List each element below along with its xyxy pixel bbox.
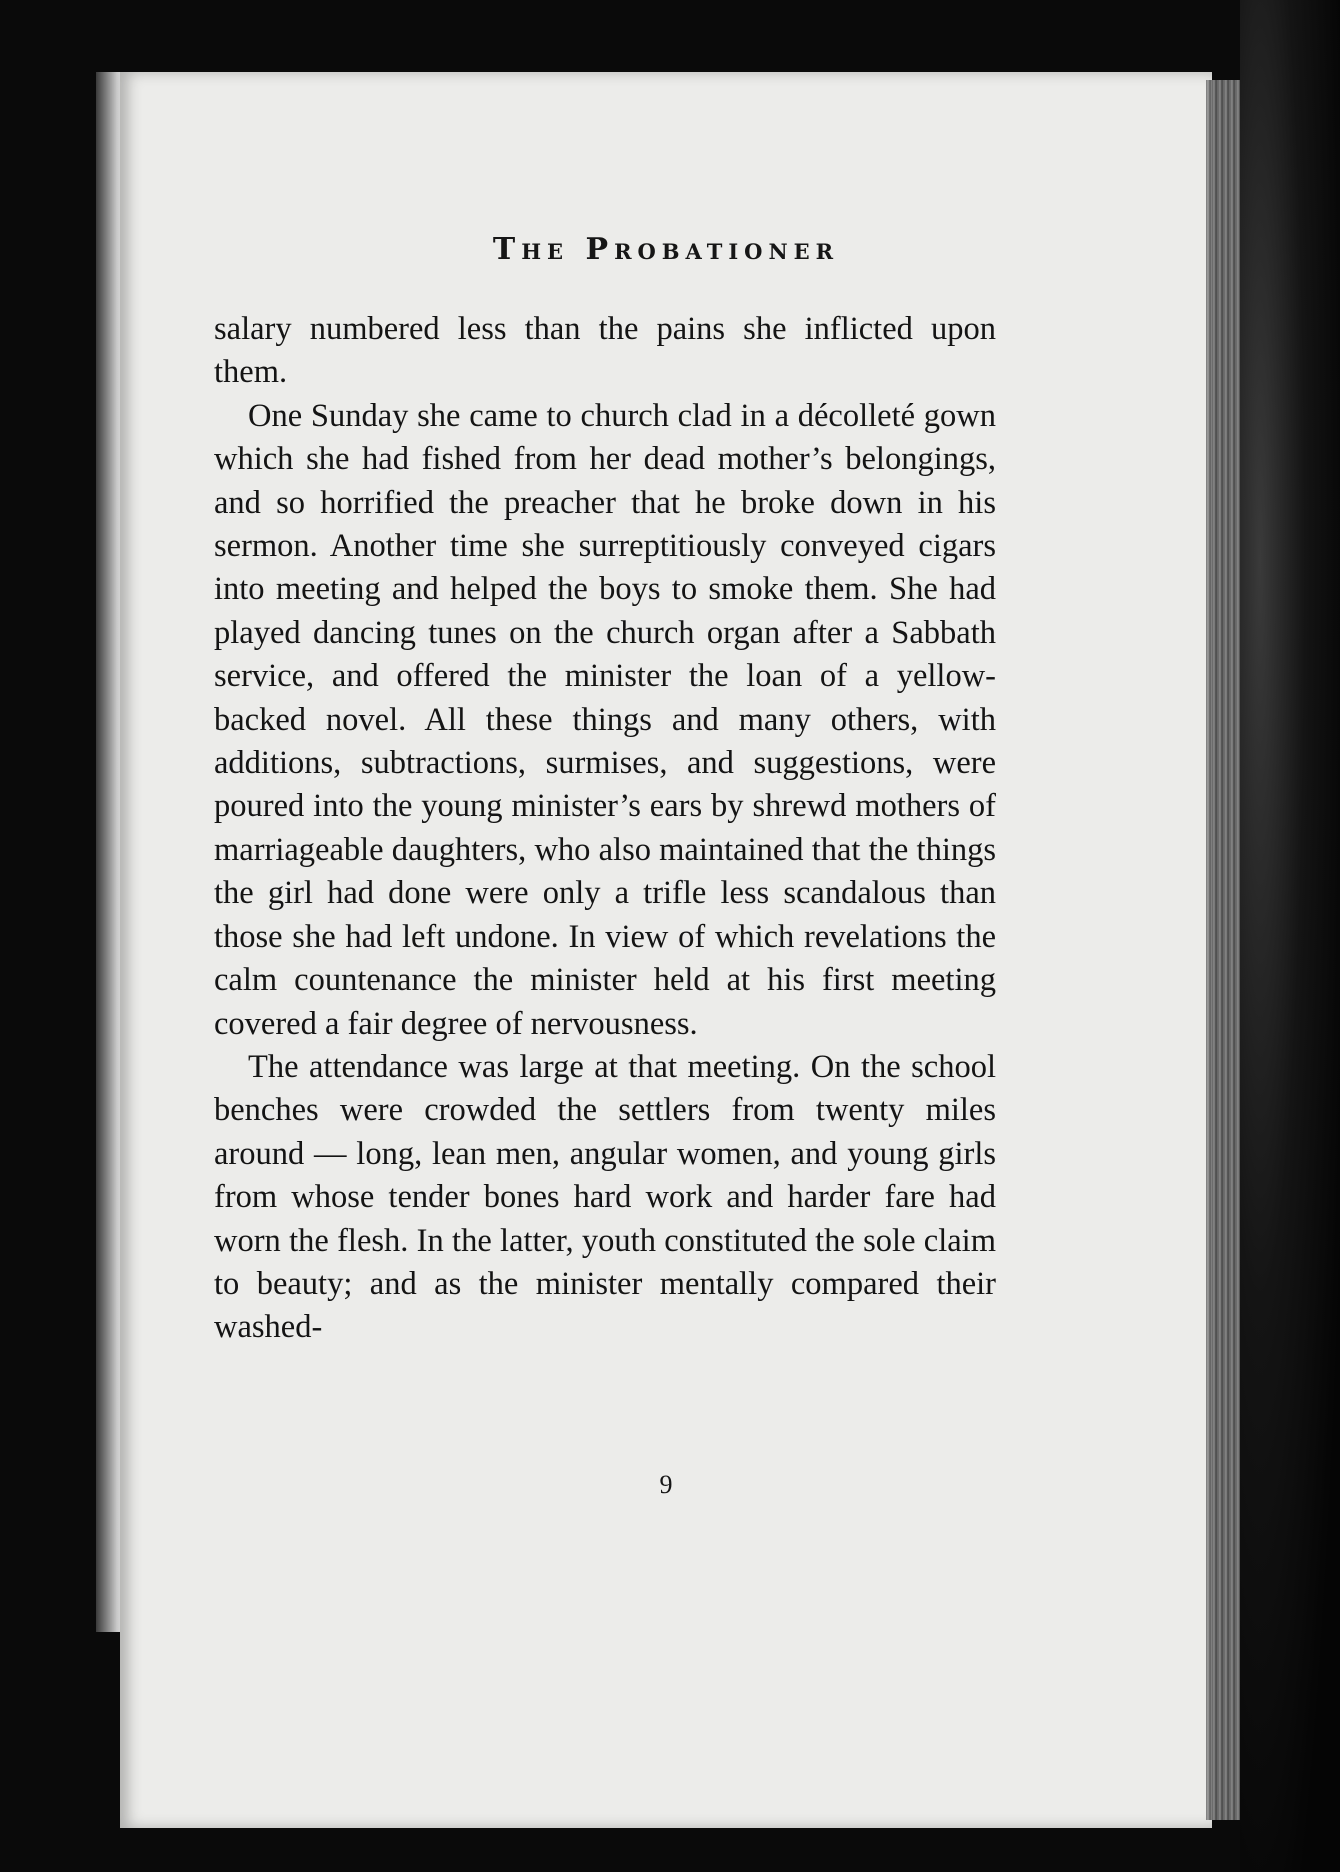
page-edge-stack: [1206, 80, 1240, 1820]
running-head: The Probationer: [492, 232, 840, 267]
page-number: 9: [659, 1470, 673, 1499]
body-text: [214, 308, 996, 1350]
paragraph: One Sunday she came to church clad in a décolleté gown which she had fished from her dead mother’s belongings, and so horrified the preacher that he broke down in his sermon. Another time she surreptitiously conveyed cigars into meeting and helped the boys to smoke them. She had played dancing tunes on the church organ after a Sabbath service, and offered the minister the loan of a yellow-backed novel. All these things and many others, with additions, subtractions, surmises, and suggestions, were poured into the young minister’s ears by shrewd mothers of marriageable daughters, who also maintained that the things the girl had done were only a trifle less scandalous than those she had left undone. In view of which revelations the calm countenance the minister held at his first meeting covered a fair degree of nervousness.: [214, 397, 996, 1042]
paragraph: The attendance was large at that meeting. On the school benches were crowded the settlers from twenty miles around — long, lean men, angular women, and young girls from whose tender bones hard work and harder fare had worn the flesh. In the latter, youth constituted the sole claim to beauty; and as the minister mentally compared their washed-: [214, 1048, 996, 1346]
paragraph-continued: salary numbered less than the pains she inflicted upon them.: [214, 311, 996, 391]
background-dark-right: [1240, 0, 1340, 1872]
